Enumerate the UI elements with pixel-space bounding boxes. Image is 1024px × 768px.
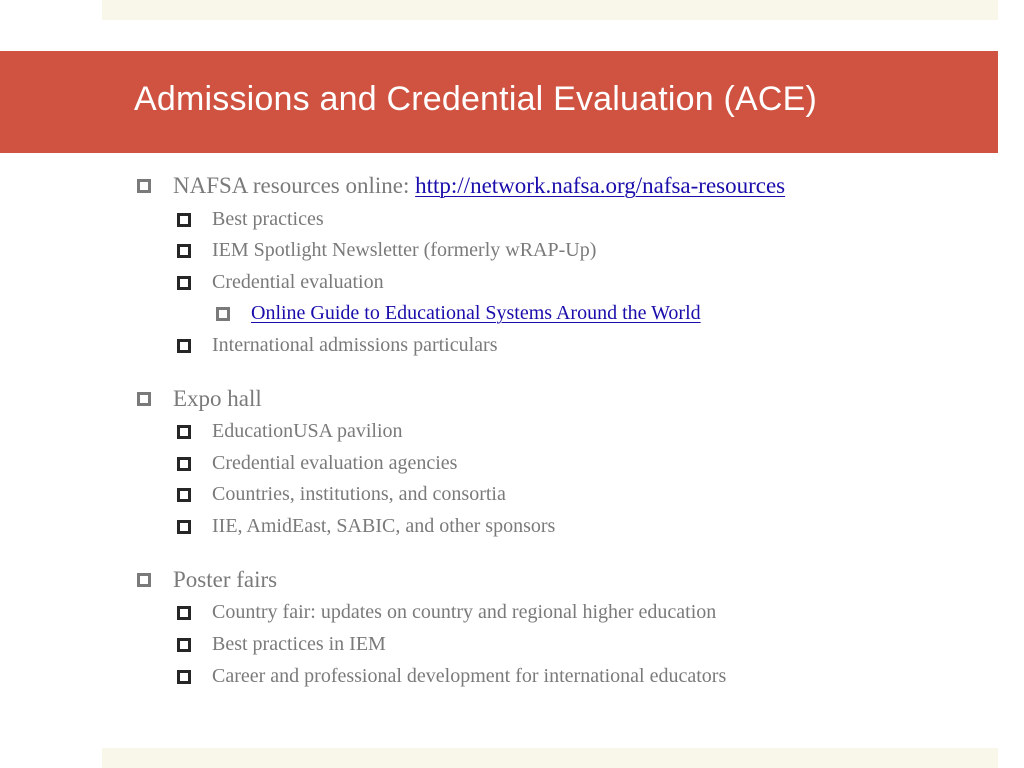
list-item: Countries, institutions, and consortia (212, 483, 506, 505)
square-bullet-icon (177, 638, 191, 652)
square-bullet-icon (177, 213, 191, 227)
square-bullet-icon (177, 457, 191, 471)
section-heading (173, 173, 785, 199)
list-item: EducationUSA pavilion (212, 420, 403, 442)
list-item: Credential evaluation (212, 271, 384, 293)
list-item: IIE, AmidEast, SABIC, and other sponsors (212, 515, 556, 537)
square-bullet-icon (177, 244, 191, 258)
section-label: NAFSA resources online: (173, 173, 410, 198)
square-bullet-icon (177, 339, 191, 353)
square-bullet-icon (177, 606, 191, 620)
square-bullet-icon (137, 573, 151, 587)
square-bullet-icon (177, 488, 191, 502)
square-bullet-icon (216, 307, 230, 321)
online-guide-link-wrapper (251, 302, 701, 325)
list-item: Best practices in IEM (212, 633, 386, 655)
square-bullet-icon (177, 425, 191, 439)
square-bullet-icon (137, 392, 151, 406)
top-decorative-band (102, 0, 998, 20)
slide-title: Admissions and Credential Evaluation (ACE) (134, 80, 818, 118)
square-bullet-icon (177, 520, 191, 534)
list-item: Career and professional development for international educators (212, 665, 727, 687)
section-heading: Poster fairs (173, 567, 278, 592)
list-item: Country fair: updates on country and regional higher education (212, 601, 717, 623)
square-bullet-icon (137, 179, 151, 193)
list-item: International admissions particulars (212, 334, 498, 356)
section-heading: Expo hall (173, 386, 262, 411)
square-bullet-icon (177, 670, 191, 684)
list-item: IEM Spotlight Newsletter (formerly wRAP-Up) (212, 239, 597, 261)
square-bullet-icon (177, 276, 191, 290)
bottom-decorative-band (102, 748, 998, 768)
list-item: Best practices (212, 208, 324, 230)
list-item: Credential evaluation agencies (212, 452, 458, 474)
nafsa-resources-link[interactable]: http://network.nafsa.org/nafsa-resources (415, 173, 786, 198)
online-guide-link[interactable]: Online Guide to Educational Systems Around the World (251, 302, 701, 324)
